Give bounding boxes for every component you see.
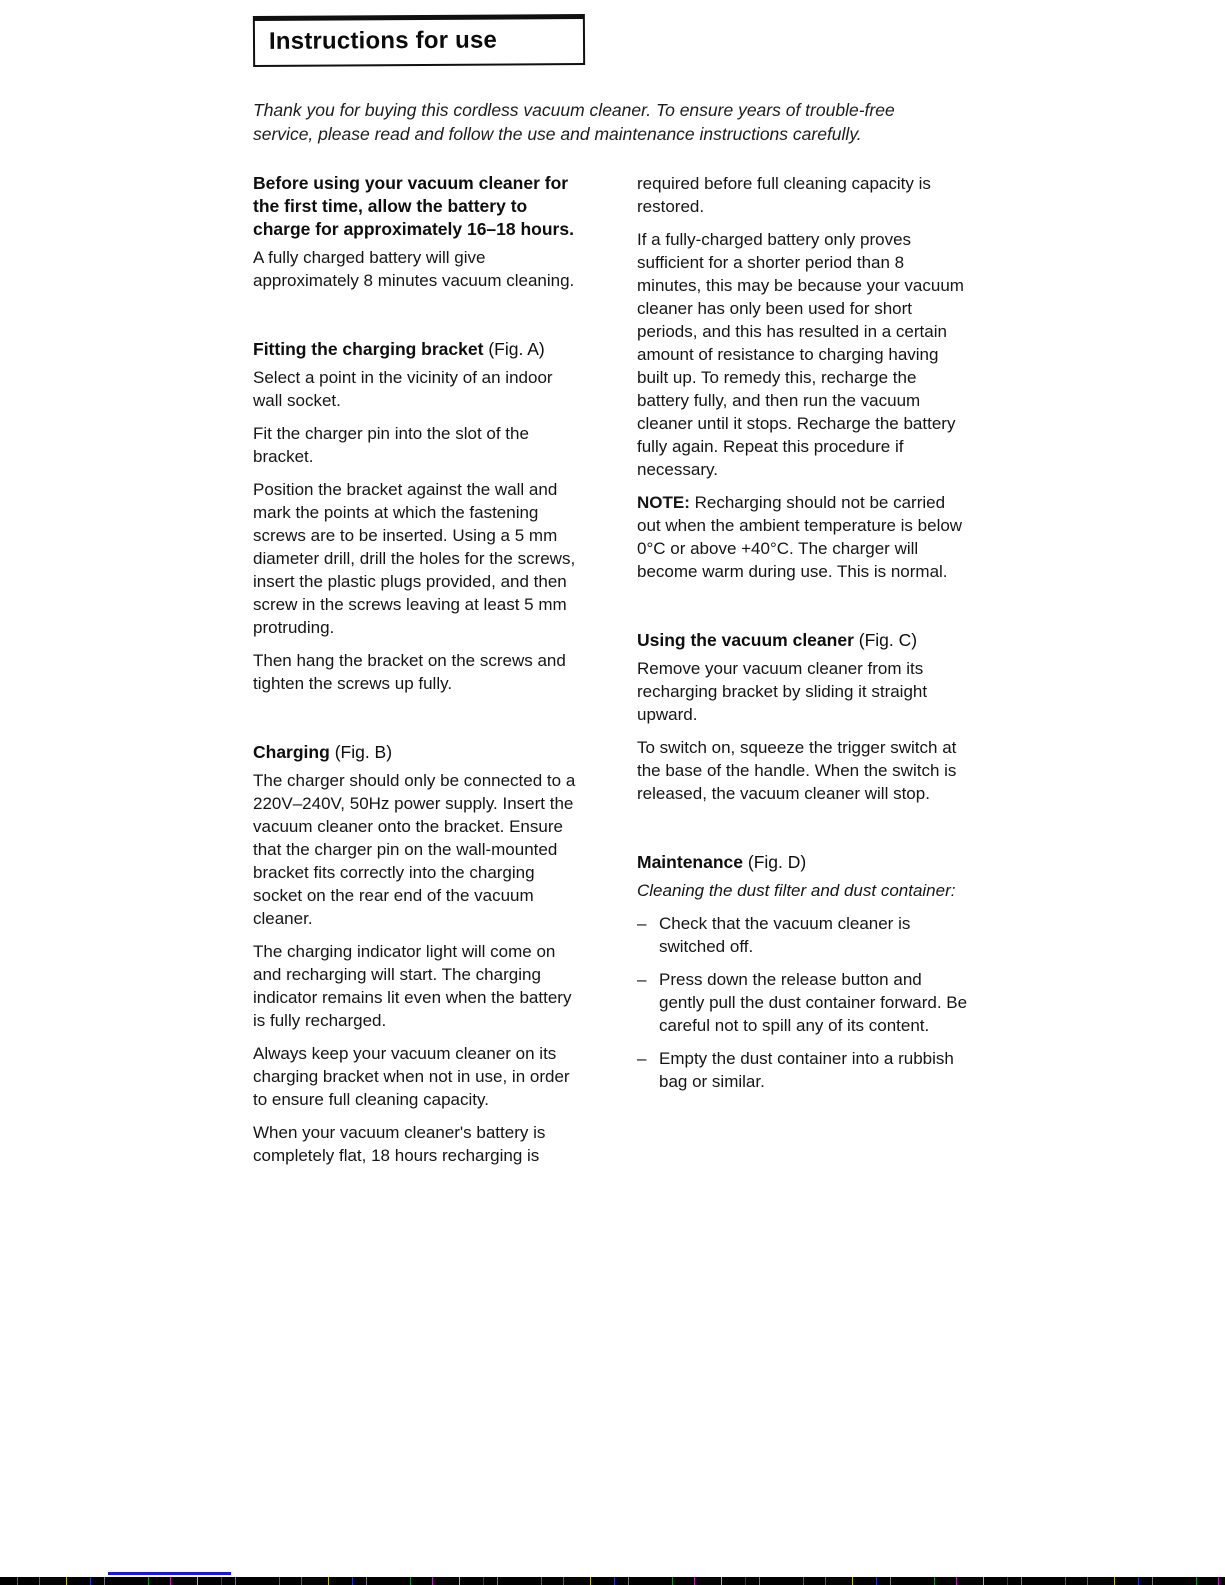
- paragraph: Select a point in the vicinity of an indoor wall socket.: [253, 368, 553, 410]
- paragraph: A fully charged battery will give approximately 8 minutes vacuum cleaning.: [253, 248, 575, 290]
- bullet-marker: –: [637, 970, 647, 989]
- note-text: Recharging should not be carried out when the ambient temperature is below 0°C or above +40°C. The charger will become warm during use. This is normal.: [637, 493, 963, 581]
- bullet-text: Empty the dust container into a rubbish bag or similar.: [659, 1049, 954, 1091]
- section-charging: [253, 741, 585, 1167]
- paragraph: Remove your vacuum cleaner from its recharging bracket by sliding it straight upward.: [637, 659, 928, 724]
- figure-ref: (Fig. D): [747, 852, 807, 872]
- paragraph: When your vacuum cleaner's battery is completely flat, 18 hours recharging is: [253, 1123, 546, 1165]
- paragraph: Then hang the bracket on the screws and tighten the screws up fully.: [253, 651, 566, 693]
- figure-ref: (Fig. A): [488, 339, 545, 359]
- intro-paragraph: Thank you for buying this cordless vacuum cleaner. To ensure years of trouble-free service, please read and follow the use and maintenance instructions carefully.: [253, 100, 895, 144]
- list-item: [637, 968, 969, 1037]
- scan-artifact-strip: [0, 1577, 1225, 1585]
- list-item: [637, 1047, 969, 1093]
- section-heading: [253, 338, 585, 361]
- title-box: [253, 14, 585, 67]
- right-column: [637, 172, 969, 1177]
- section-heading-text: Charging: [253, 742, 330, 762]
- paragraph: Fit the charger pin into the slot of the bracket.: [253, 424, 529, 466]
- content-columns: [253, 172, 969, 1177]
- bullet-marker: –: [637, 914, 647, 933]
- list-item: [637, 912, 969, 958]
- section-heading: Before using your vacuum cleaner for the first time, allow the battery to charge for approximately 16–18 hours.: [253, 173, 574, 239]
- bullet-text: Press down the release button and gently pull the dust container forward. Be careful not to spill any of its content.: [659, 970, 968, 1035]
- section-heading: [253, 741, 585, 764]
- bullet-marker: –: [637, 1049, 647, 1068]
- paragraph: Position the bracket against the wall and mark the points at which the fastening screws are to be inserted. Using a 5 mm diameter drill, drill the holes for the screws, insert the plastic plugs provided, and then screw in the screws leaving at least 5 mm protruding.: [253, 480, 576, 637]
- bullet-text: Check that the vacuum cleaner is switched off.: [659, 914, 911, 956]
- footer-blue-line: [108, 1572, 231, 1575]
- paragraph: To switch on, squeeze the trigger switch at the base of the handle. When the switch is released, the vacuum cleaner will stop.: [637, 738, 957, 803]
- page-title: Instructions for use: [268, 26, 498, 55]
- figure-ref: (Fig. C): [858, 630, 918, 650]
- paragraph: The charging indicator light will come on and recharging will start. The charging indicator remains lit even when the battery is fully recharged.: [253, 942, 572, 1030]
- section-heading-text: Fitting the charging bracket: [253, 339, 484, 359]
- figure-ref: (Fig. B): [334, 742, 393, 762]
- note-paragraph: [637, 491, 969, 583]
- section-subtitle: Cleaning the dust filter and dust container:: [637, 881, 956, 900]
- left-column: [253, 172, 585, 1177]
- note-label: NOTE:: [637, 493, 690, 512]
- paragraph: Always keep your vacuum cleaner on its charging bracket when not in use, in order to ensure full cleaning capacity.: [253, 1044, 570, 1109]
- section-maintenance: [637, 851, 969, 1093]
- section-heading: [637, 851, 969, 874]
- paragraph: If a fully-charged battery only proves sufficient for a shorter period than 8 minutes, this may be because your vacuum cleaner has only been used for short periods, and this has resulted in a certain amount of resistance to charging having built up. To remedy this, recharge the battery fully, and then run the vacuum cleaner until it stops. Recharge the battery fully again. Repeat this procedure if necessary.: [637, 230, 964, 479]
- paragraph: The charger should only be connected to a 220V–240V, 50Hz power supply. Insert the vacuum cleaner onto the bracket. Ensure that the charger pin on the wall-mounted bracket fits correctly into the charging socket on the rear end of the vacuum cleaner.: [253, 771, 576, 928]
- section-heading-text: Maintenance: [637, 852, 743, 872]
- section-using-vacuum: [637, 629, 969, 805]
- section-fitting-bracket: [253, 338, 585, 695]
- section-heading: [637, 629, 969, 652]
- section-heading-text: Using the vacuum cleaner: [637, 630, 854, 650]
- section-before-using: [253, 172, 585, 292]
- paragraph: required before full cleaning capacity is restored.: [637, 174, 931, 216]
